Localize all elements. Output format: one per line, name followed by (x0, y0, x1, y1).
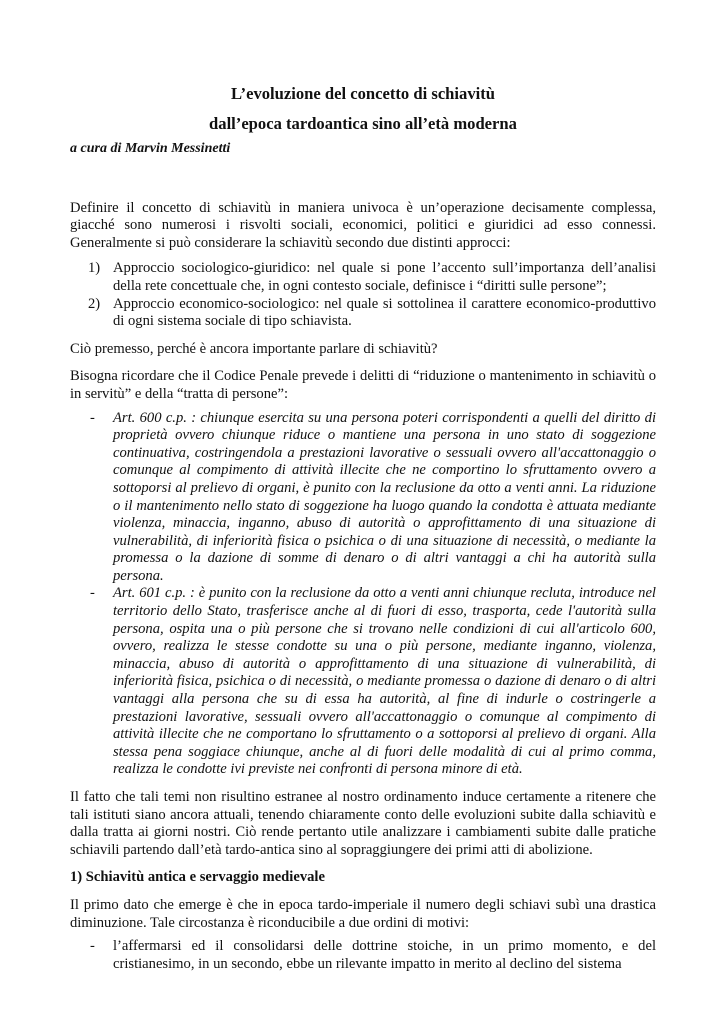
articles-list (70, 410, 656, 779)
list-item (70, 938, 656, 973)
dash-bullet: - (90, 938, 95, 955)
dash-bullet: - (90, 585, 95, 602)
codice-intro-paragraph: Bisogna ricordare che il Codice Penale prevede i delitti di “riduzione o mantenimento in schiavitù o in servitù” e della “tratta di persone”: (70, 368, 656, 402)
list-item (70, 260, 656, 295)
article-600-item (70, 410, 656, 586)
list-item (70, 296, 656, 331)
motives-list (70, 938, 656, 973)
document-title-line-1: L’evoluzione del concetto di schiavitù (231, 84, 495, 103)
section-paragraph: Il primo dato che emerge è che in epoca tardo-imperiale il numero degli schiavi subì una drastica diminuzione. Tale circostanza è riconducibile a due ordini di motivi: (70, 896, 656, 931)
list-item-text: Approccio sociologico-giuridico: nel quale si pone l’accento sull’importanza dell’analisi della rete concettuale che, in ogni contesto sociale, definisce i “diritti sulle persone”; (113, 260, 656, 294)
conclusion-paragraph: Il fatto che tali temi non risultino estranee al nostro ordinamento induce certamente a ritenere che tali istituti siano ancora attuali, tenendo chiaramente conto delle evoluzioni subite dalla schiavitù e dalla tratta ai giorni nostri. Ciò rende pertanto utile analizzare i cambiamenti subite dalle pratiche schiavili partendo dall’età tardo-antica sino al sopraggiungere dei primi atti di abolizione. (70, 789, 656, 858)
intro-paragraph: Definire il concetto di schiavitù in maniera univoca è un’operazione decisamente complessa, giacché sono numerosi i risvolti sociali, economici, politici e giuridici ad esso connessi. Generalmente si può considerare la schiavitù secondo due distinti approcci: (70, 199, 656, 251)
approaches-list (70, 260, 656, 330)
question-paragraph: Ciò premesso, perché è ancora importante parlare di schiavitù? (70, 340, 438, 357)
document-content (70, 84, 656, 973)
list-item-text: Approccio economico-sociologico: nel quale si sottolinea il carattere economico-produttivo di ogni sistema sociale di tipo schiavista. (113, 295, 656, 330)
article-text: Art. 601 c.p. : è punito con la reclusione da otto a venti anni chiunque recluta, introduce nel territorio dello Stato, trasferisce anche al di fuori di esso, trasporta, cede l'autorità sulla persona, ospita una o più persone che si trovano nelle condizioni di cui all'articolo 600, ovvero, realizza le stesse condotte su una o più persone, mediante inganno, violenza, minaccia, abuso di autorità o approfittamento di una situazione di vulnerabilità, di inferiorità fisica, psichica o di necessità, o mediante promessa o dazione di denaro o di altri vantaggi alla persona che su di essa ha autorità, al fine di indurle o costringerle a prestazioni lavorative, sessuali ovvero all'accattonaggio o comunque al compimento di attività illecite che ne comportano lo sfruttamento o a sottoporsi al prelievo di organi. Alla stessa pena soggiace chiunque, anche al di fuori delle modalità di cui al primo comma, realizza le condotte ivi previste nei confronti di persona minore di età. (113, 585, 656, 778)
author-credit: a cura di Marvin Messinetti (70, 141, 231, 156)
article-601-item (70, 585, 656, 779)
document-title-line-2: dall’epoca tardoantica sino all’età moderna (209, 114, 517, 133)
article-text: Art. 600 c.p. : chiunque esercita su una persona poteri corrispondenti a quelli del diritto di proprietà ovvero chiunque riduce o mantiene una persona in uno stato di soggezione continuativa, costringendola a prestazioni lavorative o sessuali ovvero all'accattonaggio o comunque al compimento di attività illecite che ne comportino lo sfruttamento ovvero a sottoporsi al prelievo di organi, è punito con la reclusione da otto a venti anni. La riduzione o il mantenimento nello stato di soggezione ha luogo quando la condotta è attuata mediante violenza, minaccia, inganno, abuso di autorità o approfittamento di una situazione di vulnerabilità, di inferiorità fisica o psichica o di una situazione di necessità, o mediante la promessa o la dazione di somme di denaro o di altri vantaggi a chi ha autorità sulla persona. (113, 409, 656, 584)
list-item-number: 2) (88, 295, 101, 312)
dash-bullet: - (90, 409, 95, 426)
section-heading: 1) Schiavitù antica e servaggio medievale (70, 869, 325, 886)
list-item-number: 1) (88, 260, 101, 277)
list-item-text: l’affermarsi ed il consolidarsi delle dottrine stoiche, in un primo momento, e del cristianesimo, in un secondo, ebbe un rilevante impatto in merito al declino del sistema (113, 938, 656, 972)
